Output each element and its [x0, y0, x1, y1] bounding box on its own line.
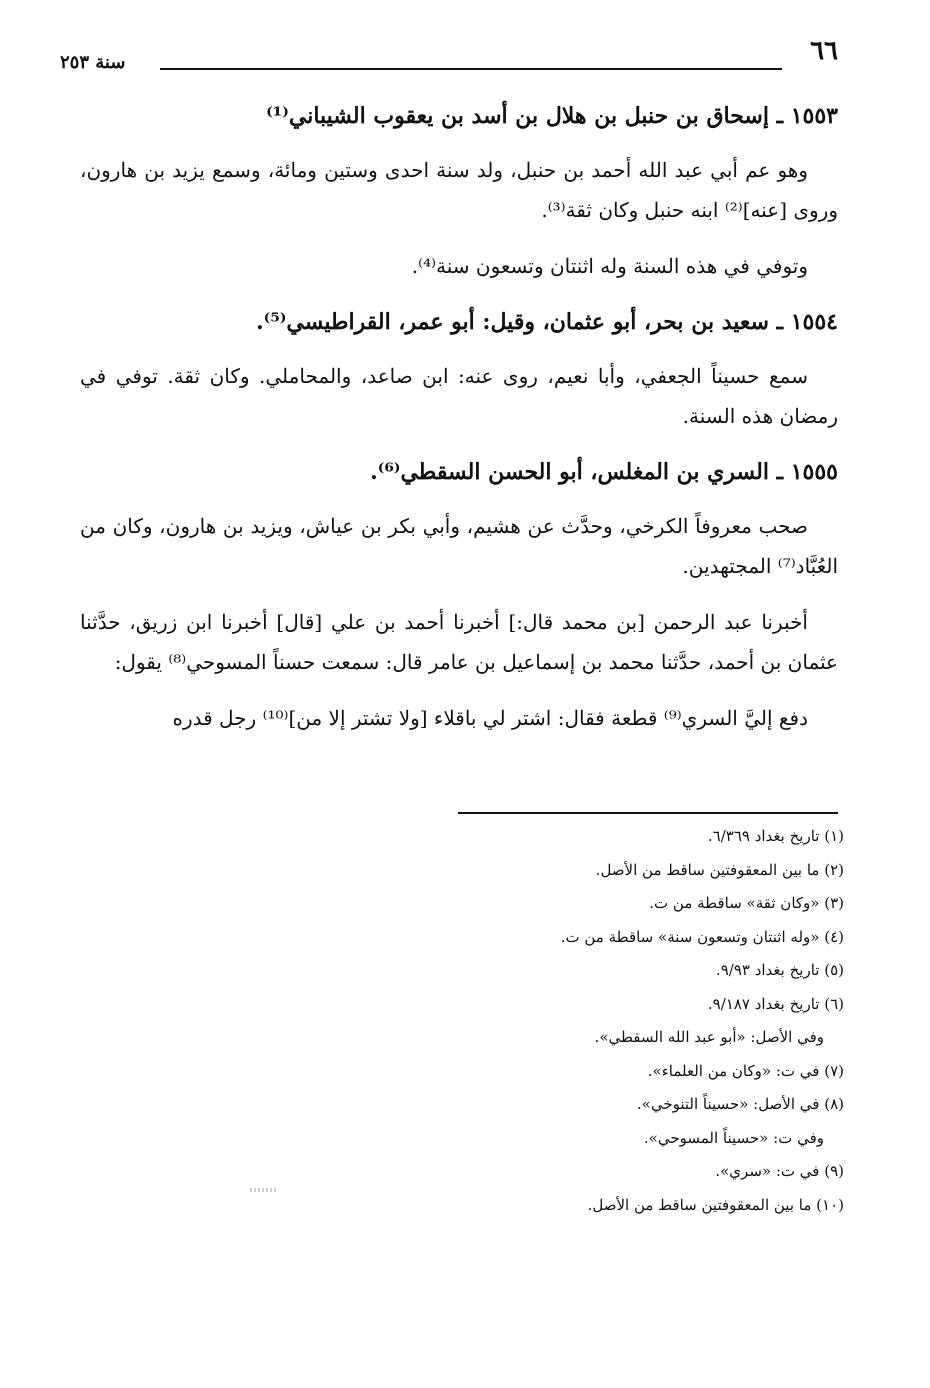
footnote-line: (٦) تاريخ بغداد ٩/١٨٧.: [707, 994, 844, 1013]
footnote-separator: [458, 812, 838, 814]
page-number: ٦٦: [810, 36, 838, 66]
footnote-line: وفي ت: «حسيناً المسوحي».: [643, 1128, 824, 1147]
entry-heading: ١٥٥٤ ـ سعيد بن بحر، أبو عثمان، وقيل: أبو عمر، القراطيسي⁽⁵⁾.: [256, 309, 838, 335]
footnote-line: (١) تاريخ بغداد ٦/٣٦٩.: [707, 827, 844, 845]
entry-paragraph: صحب معروفاً الكرخي، وحدَّث عن هشيم، وأبي بكر بن عياش، ويزيد بن هارون، وكان من العُبَّاد⁽⁷⁾ المجتهدين.: [80, 514, 838, 578]
footnote-line: (٩) في ت: «سري».: [715, 1162, 844, 1180]
entry-paragraph: وتوفي في هذه السنة وله اثنتان وتسعون سنة⁽⁴⁾.: [411, 254, 808, 278]
footnote-line: (٣) «وكان ثقة» ساقطة من ت.: [649, 894, 844, 912]
header-rule: [160, 68, 782, 70]
entry-paragraph: أخبرنا عبد الرحمن [بن محمد قال:] أخبرنا أحمد بن علي [قال] أخبرنا ابن زريق، حدَّثنا عثمان بن أحمد، حدَّثنا محمد بن إسماعيل بن عامر قال: سمعت حسناً المسوحي⁽⁸⁾ يقول:: [80, 610, 838, 674]
footnote-line: (١٠) ما بين المعقوفتين ساقط من الأصل.: [587, 1195, 844, 1214]
footnote-line: (٥) تاريخ بغداد ٩/٩٣.: [715, 961, 844, 979]
entry-heading: ١٥٥٣ ـ إسحاق بن حنبل بن هلال بن أسد بن يعقوب الشيباني⁽¹⁾: [266, 103, 838, 129]
footnotes: [324, 820, 844, 1222]
footnote-line: (٧) في ت: «وكان من العلماء».: [647, 1061, 844, 1080]
footnote-line: وفي الأصل: «أبو عبد الله السقطي».: [594, 1028, 824, 1046]
footnote-line: (٤) «وله اثنتان وتسعون سنة» ساقطة من ت.: [560, 927, 844, 946]
entry-paragraph: وهو عم أبي عبد الله أحمد بن حنبل، ولد سنة احدى وستين ومائة، وسمع يزيد بن هارون، وروى [عنه]⁽²⁾ ابنه حنبل وكان ثقة⁽³⁾.: [80, 158, 838, 222]
page-header: [60, 36, 838, 76]
footnote-line: (٢) ما بين المعقوفتين ساقط من الأصل.: [595, 860, 844, 879]
main-text: [80, 92, 838, 750]
entry-paragraph: سمع حسيناً الجعفي، وأبا نعيم، روى عنه: ابن صاعد، والمحاملي. وكان ثقة. توفي في رمضان هذه السنة.: [80, 364, 838, 428]
entry-paragraph: دفع إليَّ السري⁽⁹⁾ قطعة فقال: اشتر لي باقلاء [ولا تشتر إلا من]⁽¹⁰⁾ رجل قدره: [172, 706, 808, 730]
running-head-year: سنة ٢٥٣: [60, 52, 126, 73]
entry-heading: ١٥٥٥ ـ السري بن المغلس، أبو الحسن السقطي⁽⁶⁾.: [370, 459, 838, 485]
footnote-line: (٨) في الأصل: «حسيناً التنوخي».: [636, 1095, 844, 1113]
scan-smudge: [250, 1188, 278, 1192]
